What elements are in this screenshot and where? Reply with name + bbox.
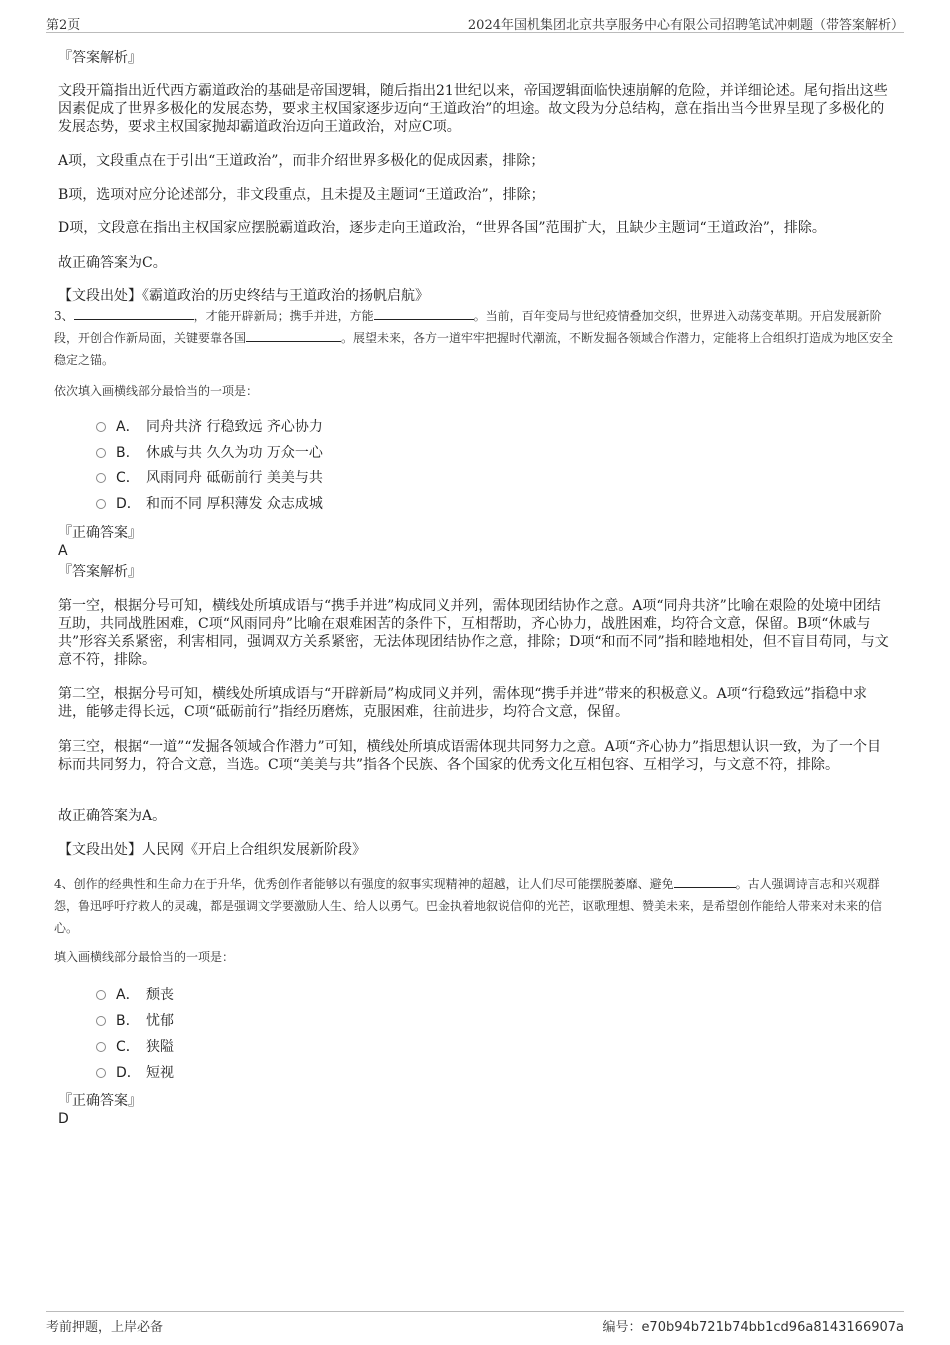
analysis-paragraph: 文段开篇指出近代西方霸道政治的基础是帝国逻辑，随后指出21世纪以来，帝国逻辑面临快速崩解的危险，并详细论述。尾句指出这些因素促成了世界多极化的发展态势，要求主权国家逐步迈向“王道政治”的坦途。故文段为分总结构，意在指出当今世界呈现了多极化的发展态势，要求主权国家抛却霸道政治迈向王道政治，对应C项。: [58, 83, 888, 135]
analysis-paragraph: A项，文段重点在于引出“王道政治”，而非介绍世界多极化的促成因素，排除；: [58, 153, 545, 169]
analysis-paragraph: 第二空，根据分号可知，横线处所填成语与“开辟新局”构成同义并列，需体现“携手并进”带来的积极意义。A项“行稳致远”指稳中求进，能够走得长远，C项“砥砺前行”指经历磨炼，克服困难，往前进步，均符合文意，保留。: [58, 686, 868, 720]
fill-blank: [674, 875, 736, 888]
question-number: 4、: [54, 877, 74, 891]
radio-icon[interactable]: [96, 448, 106, 458]
option-c[interactable]: [96, 1038, 174, 1056]
question-prompt: 填入画横线部分最恰当的一项是：: [54, 950, 235, 964]
option-d[interactable]: [96, 495, 323, 513]
radio-icon[interactable]: [96, 990, 106, 1000]
page-number: 第2页: [46, 18, 81, 33]
option-key: A．: [116, 419, 140, 435]
option-key: C．: [116, 470, 140, 486]
stem-text: 。当前，百年变局与世纪疫情叠加交织，世界进入动荡变革期。开启发展新阶段，开创合作新局面，关键要靠各国: [54, 309, 882, 345]
stem-text: ，才能开辟新局；携手并进，方能: [193, 309, 374, 323]
analysis-paragraph: 第三空，根据“一道”“发掘各领域合作潜力”可知，横线处所填成语需体现共同努力之意。A项“齐心协力”指思想认识一致，为了一个目标而共同努力，符合文意，当选。C项“美美与共”指各个民族、各个国家的优秀文化互相包容、互相学习，与文意不符，排除。: [58, 739, 882, 773]
question-number: 3、: [54, 309, 74, 323]
option-text: 颓丧: [146, 987, 174, 1003]
question-prompt: 依次填入画横线部分最恰当的一项是：: [54, 384, 259, 398]
option-text: 狭隘: [146, 1039, 174, 1055]
radio-icon[interactable]: [96, 473, 106, 483]
option-b[interactable]: [96, 444, 323, 462]
radio-icon[interactable]: [96, 1068, 106, 1078]
analysis-paragraph: B项，选项对应分论述部分，非文段重点，且未提及主题词“王道政治”，排除；: [58, 187, 545, 203]
radio-icon[interactable]: [96, 499, 106, 509]
option-a[interactable]: [96, 418, 323, 436]
radio-icon[interactable]: [96, 422, 106, 432]
option-a[interactable]: [96, 986, 174, 1004]
question-stem: [54, 305, 894, 371]
option-key: A．: [116, 987, 140, 1003]
fill-blank: [246, 329, 341, 342]
question-stem: [54, 873, 894, 939]
option-key: C．: [116, 1039, 140, 1055]
answer-label: 『正确答案』: [58, 525, 142, 541]
option-text: 休戚与共 久久为功 万众一心: [146, 445, 323, 461]
fill-blank: [374, 307, 474, 320]
footer-slogan: 考前押题，上岸必备: [46, 1320, 164, 1335]
page-footer: [46, 1311, 904, 1334]
fill-blank: [74, 307, 194, 320]
source-citation: 【文段出处】《霸道政治的历史终结与王道政治的扬帆启航》: [58, 288, 429, 304]
analysis-paragraph: D项，文段意在指出主权国家应摆脱霸道政治，逐步走向王道政治，“世界各国”范围扩大，且缺少主题词“王道政治”，排除。: [58, 220, 826, 236]
option-text: 和而不同 厚积薄发 众志成城: [146, 496, 323, 512]
analysis-conclusion: 故正确答案为C。: [58, 255, 167, 271]
option-c[interactable]: [96, 469, 323, 487]
analysis-label: 『答案解析』: [58, 564, 142, 580]
answer-label: 『正确答案』: [58, 1093, 142, 1109]
analysis-label: 『答案解析』: [58, 50, 142, 66]
correct-answer: D: [58, 1111, 69, 1127]
option-key: D．: [116, 1065, 141, 1081]
analysis-paragraph: 第一空，根据分号可知，横线处所填成语与“携手并进”构成同义并列，需体现团结协作之意。A项“同舟共济”比喻在艰险的处境中团结互助，共同战胜困难，C项“风雨同舟”比喻在艰难困苦的条件下，互相帮助，齐心协力，战胜困难，均符合文意，保留。B项“休戚与共”形容关系紧密，利害相同，强调双方关系紧密，无法体现团结协作之意，排除；D项“和而不同”指和睦地相处，但不盲目苟同，与文意不符，排除。: [58, 598, 889, 668]
stem-text: 创作的经典性和生命力在于升华，优秀创作者能够以有强度的叙事实现精神的超越，让人们尽可能摆脱萎靡、避免: [73, 877, 674, 891]
document-title: 2024年国机集团北京共享服务中心有限公司招聘笔试冲刺题（带答案解析）: [467, 18, 904, 33]
option-b[interactable]: [96, 1012, 174, 1030]
option-d[interactable]: [96, 1064, 174, 1082]
radio-icon[interactable]: [96, 1042, 106, 1052]
option-key: B.: [116, 1013, 131, 1029]
source-citation: 【文段出处】人民网《开启上合组织发展新阶段》: [58, 842, 366, 858]
correct-answer: A: [58, 543, 68, 559]
radio-icon[interactable]: [96, 1016, 106, 1026]
option-text: 同舟共济 行稳致远 齐心协力: [146, 419, 323, 435]
option-key: B.: [116, 445, 131, 461]
stem-text: 。古人强调诗言志和兴观群怨，鲁迅呼吁疗救人的灵魂，都是强调文学要激励人生、给人以勇气。巴金执着地叙说信仰的光芒，讴歌理想、赞美未来，是希望创作能给人带来对未来的信心。: [54, 877, 883, 935]
option-text: 风雨同舟 砥砺前行 美美与共: [146, 470, 323, 486]
analysis-conclusion: 故正确答案为A。: [58, 808, 167, 824]
option-text: 忧郁: [146, 1013, 174, 1029]
document-id: 编号：e70b94b721b74bb1cd96a8143166907a: [602, 1320, 904, 1335]
option-key: D．: [116, 496, 141, 512]
stem-text: 。展望未来，各方一道牢牢把握时代潮流，不断发掘各领域合作潜力，定能将上合组织打造成为地区安全稳定之锚。: [54, 331, 894, 367]
option-text: 短视: [146, 1065, 174, 1081]
